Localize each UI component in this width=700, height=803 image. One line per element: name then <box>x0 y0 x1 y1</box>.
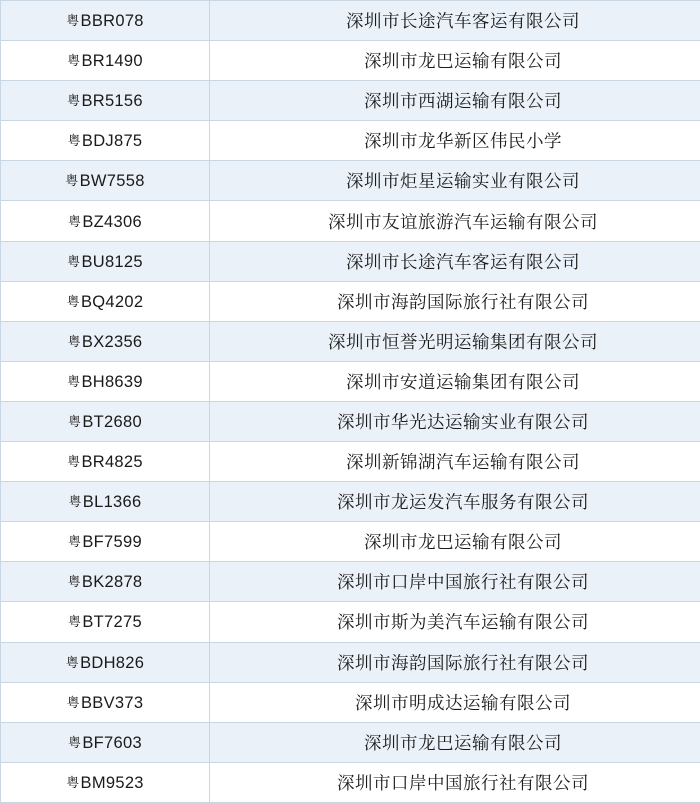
plate-number-text: BQ4202 <box>81 293 143 311</box>
table-row <box>1 41 700 81</box>
plate-number-text: BDJ875 <box>82 132 143 150</box>
plate-number-text: BDH826 <box>80 654 144 672</box>
plate-province-prefix: 粤 <box>68 414 82 429</box>
plate-province-prefix: 粤 <box>67 53 81 68</box>
company-name-cell: 深圳市海韵国际旅行社有限公司 <box>210 281 700 321</box>
plate-number-text: BF7603 <box>82 734 142 752</box>
plate-province-prefix: 粤 <box>68 735 82 750</box>
plate-number-cell <box>1 442 210 482</box>
plate-province-prefix: 粤 <box>67 374 81 389</box>
plate-number-text: BX2356 <box>82 333 143 351</box>
plate-number-text: BR4825 <box>81 453 142 471</box>
table-row <box>1 602 700 642</box>
plate-province-prefix: 粤 <box>68 214 82 229</box>
plate-number-cell <box>1 602 210 642</box>
table-row <box>1 241 700 281</box>
table-row <box>1 762 700 802</box>
plate-number-cell <box>1 241 210 281</box>
plate-province-prefix: 粤 <box>68 574 82 589</box>
company-name-cell: 深圳市龙巴运输有限公司 <box>210 522 700 562</box>
company-name-cell: 深圳市海韵国际旅行社有限公司 <box>210 642 700 682</box>
plate-number-text: BH8639 <box>81 373 142 391</box>
company-name-cell: 深圳市友谊旅游汽车运输有限公司 <box>210 201 700 241</box>
company-name-cell: 深圳市恒誉光明运输集团有限公司 <box>210 321 700 361</box>
plate-number-cell <box>1 482 210 522</box>
plate-province-prefix: 粤 <box>68 494 82 509</box>
plate-province-prefix: 粤 <box>68 534 82 549</box>
table-row <box>1 522 700 562</box>
plate-province-prefix: 粤 <box>67 93 81 108</box>
table-row <box>1 201 700 241</box>
table-row <box>1 321 700 361</box>
plate-province-prefix: 粤 <box>66 655 80 670</box>
plate-number-cell <box>1 121 210 161</box>
table-row <box>1 121 700 161</box>
plate-number-cell <box>1 361 210 401</box>
plate-number-text: BR1490 <box>81 52 142 70</box>
company-name-cell: 深圳市斯为美汽车运输有限公司 <box>210 602 700 642</box>
plate-province-prefix: 粤 <box>66 13 80 28</box>
company-name-cell: 深圳市西湖运输有限公司 <box>210 81 700 121</box>
plate-number-text: BK2878 <box>82 573 143 591</box>
plate-number-text: BZ4306 <box>82 213 142 231</box>
plate-province-prefix: 粤 <box>67 454 81 469</box>
plate-number-text: BF7599 <box>82 533 142 551</box>
plate-number-cell <box>1 1 210 41</box>
plate-number-cell <box>1 281 210 321</box>
company-name-cell: 深圳市龙巴运输有限公司 <box>210 41 700 81</box>
plate-number-cell <box>1 522 210 562</box>
table-row <box>1 642 700 682</box>
table-row <box>1 361 700 401</box>
company-name-cell: 深圳新锦湖汽车运输有限公司 <box>210 442 700 482</box>
plate-number-cell <box>1 161 210 201</box>
plate-number-text: BT7275 <box>82 613 142 631</box>
plate-number-cell <box>1 41 210 81</box>
company-name-cell: 深圳市龙巴运输有限公司 <box>210 722 700 762</box>
plate-number-cell <box>1 722 210 762</box>
company-name-cell: 深圳市口岸中国旅行社有限公司 <box>210 762 700 802</box>
plate-number-text: BT2680 <box>82 413 142 431</box>
plate-province-prefix: 粤 <box>67 254 81 269</box>
plate-number-text: BM9523 <box>81 774 144 792</box>
plate-number-text: BBR078 <box>81 12 144 30</box>
plate-number-text: BR5156 <box>81 92 142 110</box>
plate-province-prefix: 粤 <box>68 614 82 629</box>
table-row <box>1 161 700 201</box>
plate-number-text: BBV373 <box>81 694 143 712</box>
plate-number-cell <box>1 81 210 121</box>
company-name-cell: 深圳市长途汽车客运有限公司 <box>210 1 700 41</box>
company-name-cell: 深圳市龙华新区伟民小学 <box>210 121 700 161</box>
plate-number-text: BW7558 <box>80 172 145 190</box>
plate-number-cell <box>1 201 210 241</box>
plate-number-cell <box>1 682 210 722</box>
company-name-cell: 深圳市龙运发汽车服务有限公司 <box>210 482 700 522</box>
table-body <box>1 1 700 803</box>
plate-number-text: BU8125 <box>81 253 142 271</box>
company-name-cell: 深圳市华光达运输实业有限公司 <box>210 401 700 441</box>
plate-number-cell <box>1 762 210 802</box>
plate-number-cell <box>1 401 210 441</box>
table-row <box>1 1 700 41</box>
table-row <box>1 81 700 121</box>
plate-province-prefix: 粤 <box>68 133 82 148</box>
plate-number-text: BL1366 <box>83 493 142 511</box>
plate-province-prefix: 粤 <box>67 294 81 309</box>
plate-province-prefix: 粤 <box>65 173 79 188</box>
company-name-cell: 深圳市炬星运输实业有限公司 <box>210 161 700 201</box>
table-row <box>1 482 700 522</box>
plate-number-cell <box>1 562 210 602</box>
table-row <box>1 281 700 321</box>
table-row <box>1 562 700 602</box>
table-row <box>1 401 700 441</box>
plate-province-prefix: 粤 <box>67 695 81 710</box>
table-row <box>1 682 700 722</box>
table-row <box>1 442 700 482</box>
plate-province-prefix: 粤 <box>68 334 82 349</box>
company-name-cell: 深圳市安道运输集团有限公司 <box>210 361 700 401</box>
company-name-cell: 深圳市长途汽车客运有限公司 <box>210 241 700 281</box>
plate-province-prefix: 粤 <box>66 775 80 790</box>
company-name-cell: 深圳市口岸中国旅行社有限公司 <box>210 562 700 602</box>
plate-number-cell <box>1 321 210 361</box>
company-name-cell: 深圳市明成达运输有限公司 <box>210 682 700 722</box>
table-row <box>1 722 700 762</box>
plate-number-cell <box>1 642 210 682</box>
